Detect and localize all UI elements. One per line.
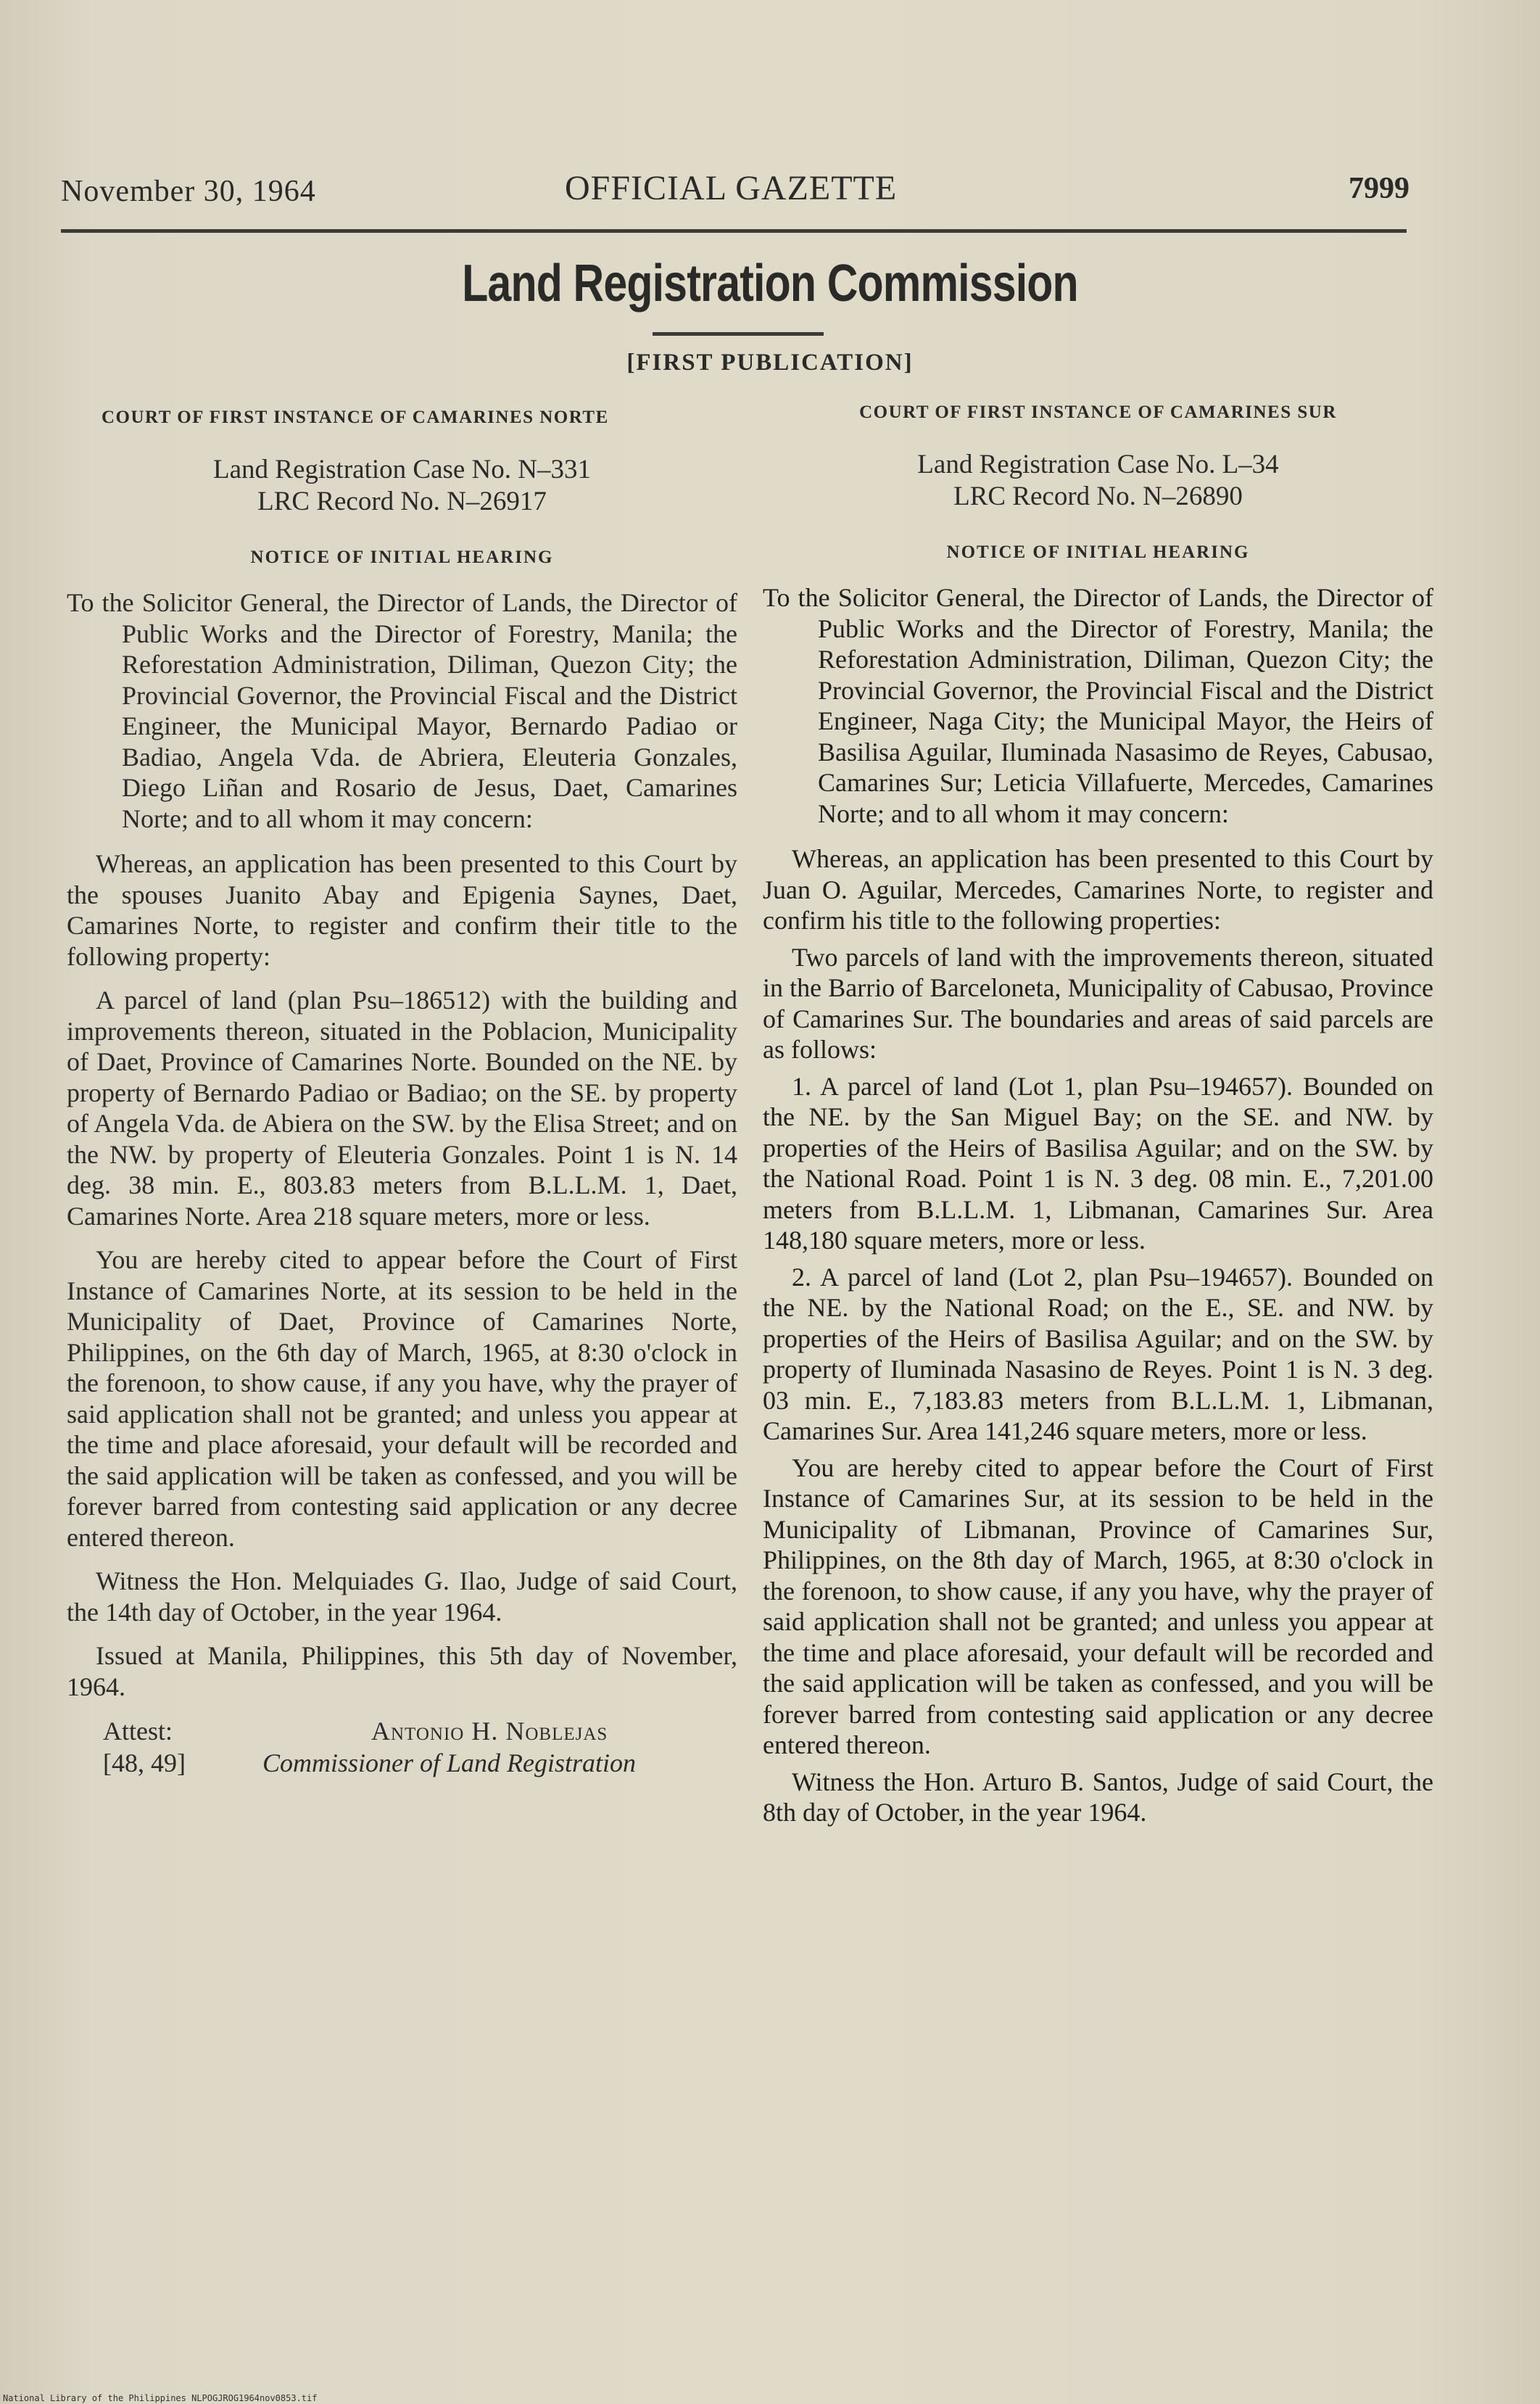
signature-block [67,1715,737,1780]
header-page-number: 7999 [1349,172,1409,205]
notice-heading: NOTICE OF INITIAL HEARING [946,542,1250,562]
signatory-title: Commissioner of Land Registration [262,1748,637,1777]
court-name: COURT OF FIRST INSTANCE OF CAMARINES NORTE [102,408,609,427]
attest-label: Attest: [103,1717,173,1746]
case-number: Land Registration Case No. N–331 [213,454,591,484]
issue-reference: [48, 49] [103,1748,186,1777]
left-column-notice [67,402,737,1780]
lrc-record: LRC Record No. N–26890 [953,481,1243,511]
publication-notice: [FIRST PUBLICATION] [626,350,914,376]
header-publication: OFFICIAL GAZETTE [565,169,898,207]
notice-address: To the Solicitor General, the Director of Lands, the Director of Public Works and the Director of Forestry, Manila; the Reforestation Administration, Diliman, Quezon City; the Provincial Governor, the Provincial Fiscal and the District Engineer, Naga City; the Municipal Mayor, the Heirs of Basilisa Aguilar, Iluminada Nasasimo de Reyes, Cabusao, Camarines Sur; Leticia Villafuerte, Mercedes, Camarines Norte; and to all whom it may concern: [763,583,1433,828]
scan-footer: National Library of the Philippines NLPOGJROG1964nov0853.tif [3,2393,318,2403]
case-number: Land Registration Case No. L–34 [917,449,1279,479]
notice-paragraph: You are hereby cited to appear before the Court of First Instance of Camarines Norte, at its session to be held in the Municipality of Daet, Province of Camarines Norte, Philippines, on the 6th day of March, 1965, at 8:30 o'clock in the forenoon, to show cause, if any you have, why the prayer of said application shall not be granted; and unless you appear at the time and place aforesaid, your default will be recorded and the said application will be taken as confessed, and you will be forever barred from contesting said application or any decree entered thereon. [67,1245,737,1552]
notice-heading: NOTICE OF INITIAL HEARING [250,547,554,567]
notice-address: To the Solicitor General, the Director of Lands, the Director of Public Works and the Director of Forestry, Manila; the Reforestation Administration, Diliman, Quezon City; the Provincial Governor, the Provincial Fiscal and the District Engineer, the Municipal Mayor, Bernardo Padiao or Badiao, Angela Vda. de Abriera, Eleuteria Gonzales, Diego Liñan and Rosario de Jesus, Daet, Camarines Norte; and to all whom it may concern: [67,588,737,833]
notice-paragraph: Whereas, an application has been presented to this Court by Juan O. Aguilar, Mercedes, Camarines Norte, to register and confirm his title to the following properties: [763,844,1433,935]
notice-paragraph: 2. A parcel of land (Lot 2, plan Psu–194657). Bounded on the NE. by the National Road; on the E., SE. and NW. by properties of the Heirs of Basilisa Aguilar; and on the SW. by property of Iluminada Nasasino de Reyes. Point 1 is N. 3 deg. 03 min. E., 7,183.83 meters from B.L.L.M. 1, Libmanan, Camarines Sur. Area 141,246 square meters, more or less. [763,1262,1433,1445]
right-column-notice [763,397,1433,1834]
notice-paragraph: Two parcels of land with the improvements thereon, situated in the Barrio of Barceloneta, Municipality of Cabusao, Province of Camarines Sur. The boundaries and areas of said parcels are as follows: [763,942,1433,1064]
title-rule [653,332,824,336]
notice-paragraph: Witness the Hon. Arturo B. Santos, Judge of said Court, the 8th day of October, in the year 1964. [763,1767,1433,1827]
section-title: Land Registration Commission [462,255,1078,313]
notice-paragraph: 1. A parcel of land (Lot 1, plan Psu–194657). Bounded on the NE. by the San Miguel Bay; on the SE. and NW. by properties of the Heirs of Basilisa Aguilar; and on the SW. by the National Road. Point 1 is N. 3 deg. 08 min. E., 7,201.00 meters from B.L.L.M. 1, Libmanan, Camarines Sur. Area 148,180 square meters, more or less. [763,1071,1433,1255]
court-name: COURT OF FIRST INSTANCE OF CAMARINES SUR [859,402,1337,422]
notice-paragraph: Issued at Manila, Philippines, this 5th day of November, 1964. [67,1641,737,1701]
notice-paragraph: Whereas, an application has been presented to this Court by the spouses Juanito Abay and Epigenia Saynes, Daet, Camarines Norte, to register and confirm their title to the following property: [67,849,737,971]
notice-paragraph: Witness the Hon. Melquiades G. Ilao, Judge of said Court, the 14th day of October, in the year 1964. [67,1566,737,1627]
header-date: November 30, 1964 [61,175,316,208]
header-rule [61,229,1407,233]
lrc-record: LRC Record No. N–26917 [257,486,547,516]
notice-paragraph: A parcel of land (plan Psu–186512) with the building and improvements thereon, situated in the Poblacion, Municipality of Daet, Province of Camarines Norte. Bounded on the NE. by property of Bernardo Padiao or Badiao; on the SE. by property of Angela Vda. de Abiera on the SW. by the Elisa Street; and on the NW. by property of Eleuteria Gonzales. Point 1 is N. 14 deg. 38 min. E., 803.83 meters from B.L.L.M. 1, Daet, Camarines Norte. Area 218 square meters, more or less. [67,986,737,1231]
notice-paragraph: You are hereby cited to appear before the Court of First Instance of Camarines Sur, at its session to be held in the Municipality of Libmanan, Province of Camarines Sur, Philippines, on the 8th day of March, 1965, at 8:30 o'clock in the forenoon, to show cause, if any you have, why the prayer of said application shall not be granted; and unless you appear at the time and place aforesaid, your default will be recorded and the said application will be taken as confessed, and you will be forever barred from contesting said application or any decree entered thereon. [763,1453,1433,1759]
page-header [61,168,1409,212]
signatory-name: Antonio H. Noblejas [371,1717,608,1746]
